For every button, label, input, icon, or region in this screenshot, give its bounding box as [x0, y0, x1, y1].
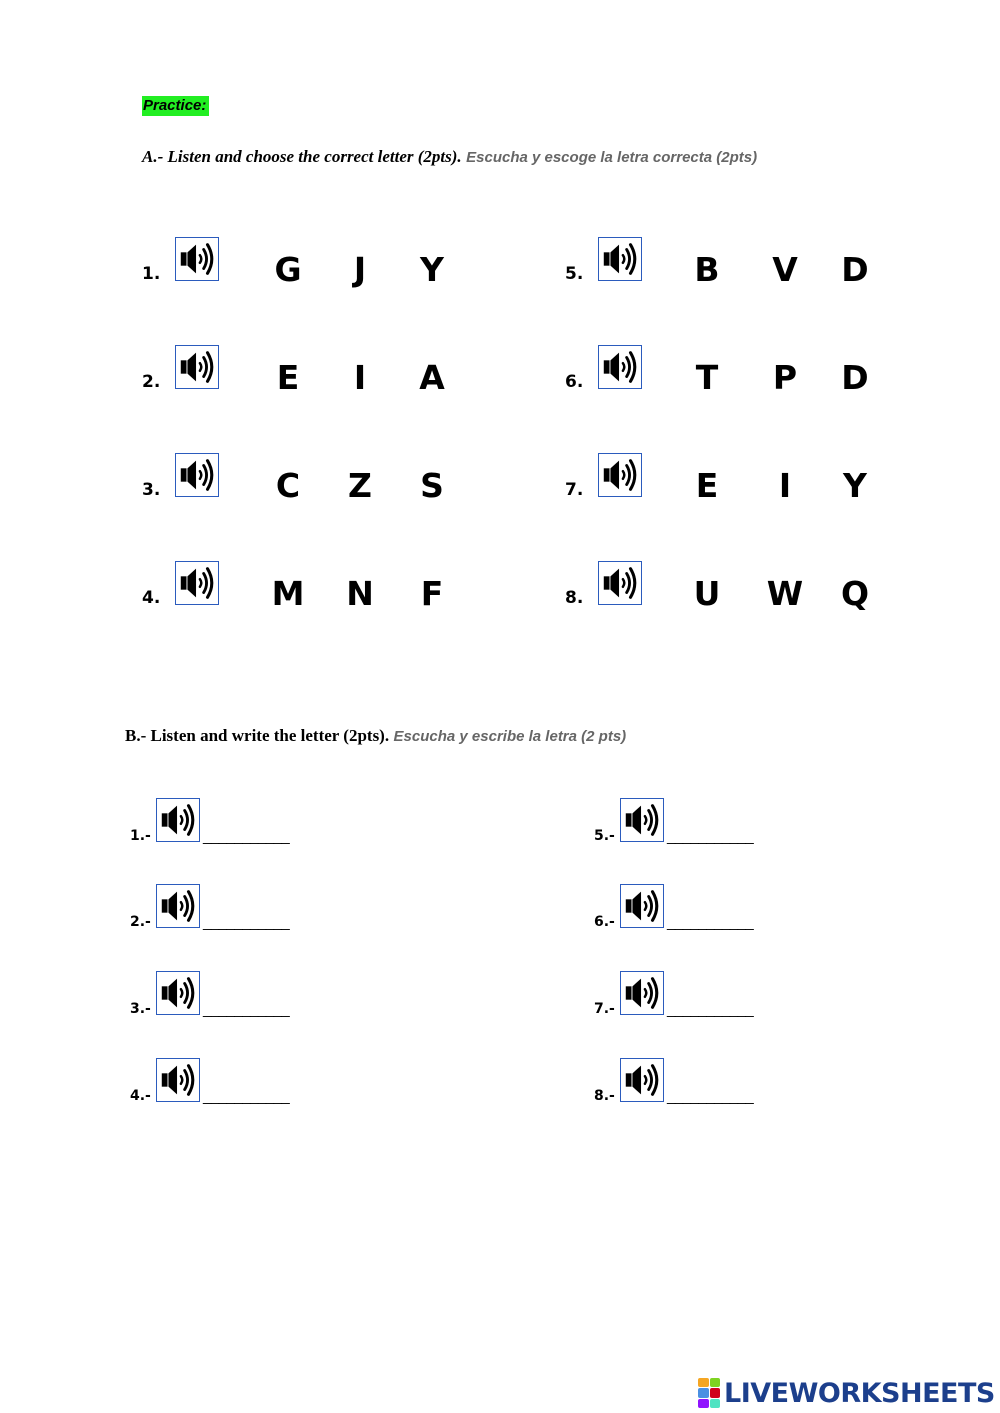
logo-mark-icon: [698, 1378, 720, 1408]
letter-option[interactable]: Q: [840, 574, 870, 613]
letter-option[interactable]: M: [271, 574, 305, 613]
letter-option[interactable]: V: [772, 250, 798, 289]
letter-option[interactable]: C: [275, 466, 301, 505]
speaker-icon[interactable]: [156, 1058, 200, 1102]
section-b-instruction-es: Escucha y escribe la letra (2 pts): [393, 728, 627, 745]
speaker-icon[interactable]: [175, 453, 219, 497]
letter-option[interactable]: U: [693, 574, 721, 613]
letter-option[interactable]: N: [346, 574, 374, 613]
speaker-icon[interactable]: [156, 798, 200, 842]
question-number: 3.-: [130, 1001, 151, 1017]
speaker-icon[interactable]: [175, 237, 219, 281]
answer-blank[interactable]: ___________: [667, 914, 754, 931]
logo-tile: [710, 1378, 721, 1387]
question-number: 1.-: [130, 828, 151, 844]
letter-option[interactable]: I: [353, 358, 367, 397]
speaker-icon[interactable]: [620, 971, 664, 1015]
section-b-instruction-en: B.- Listen and write the letter (2pts).: [125, 726, 390, 745]
letter-option[interactable]: Y: [843, 466, 867, 505]
letter-option[interactable]: J: [353, 250, 367, 289]
practice-label: Practice:: [142, 96, 209, 116]
speaker-icon[interactable]: [620, 798, 664, 842]
question-number: 4.: [142, 588, 161, 608]
question-number: 8.: [565, 588, 584, 608]
logo-tile: [698, 1378, 709, 1387]
question-number: 2.-: [130, 914, 151, 930]
liveworksheets-logo: [698, 1376, 995, 1410]
letter-option[interactable]: Y: [420, 250, 444, 289]
speaker-icon[interactable]: [598, 345, 642, 389]
letter-option[interactable]: D: [841, 358, 869, 397]
letter-option[interactable]: E: [276, 358, 300, 397]
letter-option[interactable]: G: [274, 250, 302, 289]
section-a-instruction: [142, 146, 822, 168]
speaker-icon[interactable]: [620, 884, 664, 928]
question-number: 4.-: [130, 1088, 151, 1104]
answer-blank[interactable]: ___________: [203, 828, 290, 845]
logo-tile: [698, 1388, 709, 1397]
answer-blank[interactable]: ___________: [203, 914, 290, 931]
question-number: 6.: [565, 372, 584, 392]
speaker-icon[interactable]: [598, 237, 642, 281]
speaker-icon[interactable]: [598, 561, 642, 605]
letter-option[interactable]: B: [694, 250, 720, 289]
letter-option[interactable]: E: [695, 466, 719, 505]
logo-tile: [710, 1399, 721, 1408]
question-number: 6.-: [594, 914, 615, 930]
letter-option[interactable]: S: [420, 466, 444, 505]
question-number: 3.: [142, 480, 161, 500]
speaker-icon[interactable]: [175, 345, 219, 389]
answer-blank[interactable]: ___________: [203, 1088, 290, 1105]
logo-tile: [710, 1388, 721, 1397]
question-number: 8.-: [594, 1088, 615, 1104]
letter-option[interactable]: D: [841, 250, 869, 289]
answer-blank[interactable]: ___________: [667, 828, 754, 845]
letter-option[interactable]: Z: [348, 466, 372, 505]
letter-option[interactable]: W: [766, 574, 804, 613]
section-a-instruction-es: Escucha y escoge la letra correcta (2pts): [466, 149, 758, 166]
letter-option[interactable]: T: [695, 358, 719, 397]
letter-option[interactable]: I: [778, 466, 792, 505]
letter-option[interactable]: A: [419, 358, 445, 397]
speaker-icon[interactable]: [598, 453, 642, 497]
answer-blank[interactable]: ___________: [667, 1001, 754, 1018]
question-number: 5.: [565, 264, 584, 284]
speaker-icon[interactable]: [156, 884, 200, 928]
section-b-instruction: [125, 725, 825, 747]
section-a-instruction-en: A.- Listen and choose the correct letter (2pts).: [142, 147, 462, 166]
speaker-icon[interactable]: [620, 1058, 664, 1102]
question-number: 7.: [565, 480, 584, 500]
question-number: 7.-: [594, 1001, 615, 1017]
answer-blank[interactable]: ___________: [203, 1001, 290, 1018]
letter-option[interactable]: F: [420, 574, 444, 613]
question-number: 2.: [142, 372, 161, 392]
logo-tile: [698, 1399, 709, 1408]
letter-option[interactable]: P: [772, 358, 798, 397]
speaker-icon[interactable]: [175, 561, 219, 605]
question-number: 1.: [142, 264, 161, 284]
speaker-icon[interactable]: [156, 971, 200, 1015]
brand-name: LIVEWORKSHEETS: [724, 1377, 995, 1409]
question-number: 5.-: [594, 828, 615, 844]
answer-blank[interactable]: ___________: [667, 1088, 754, 1105]
